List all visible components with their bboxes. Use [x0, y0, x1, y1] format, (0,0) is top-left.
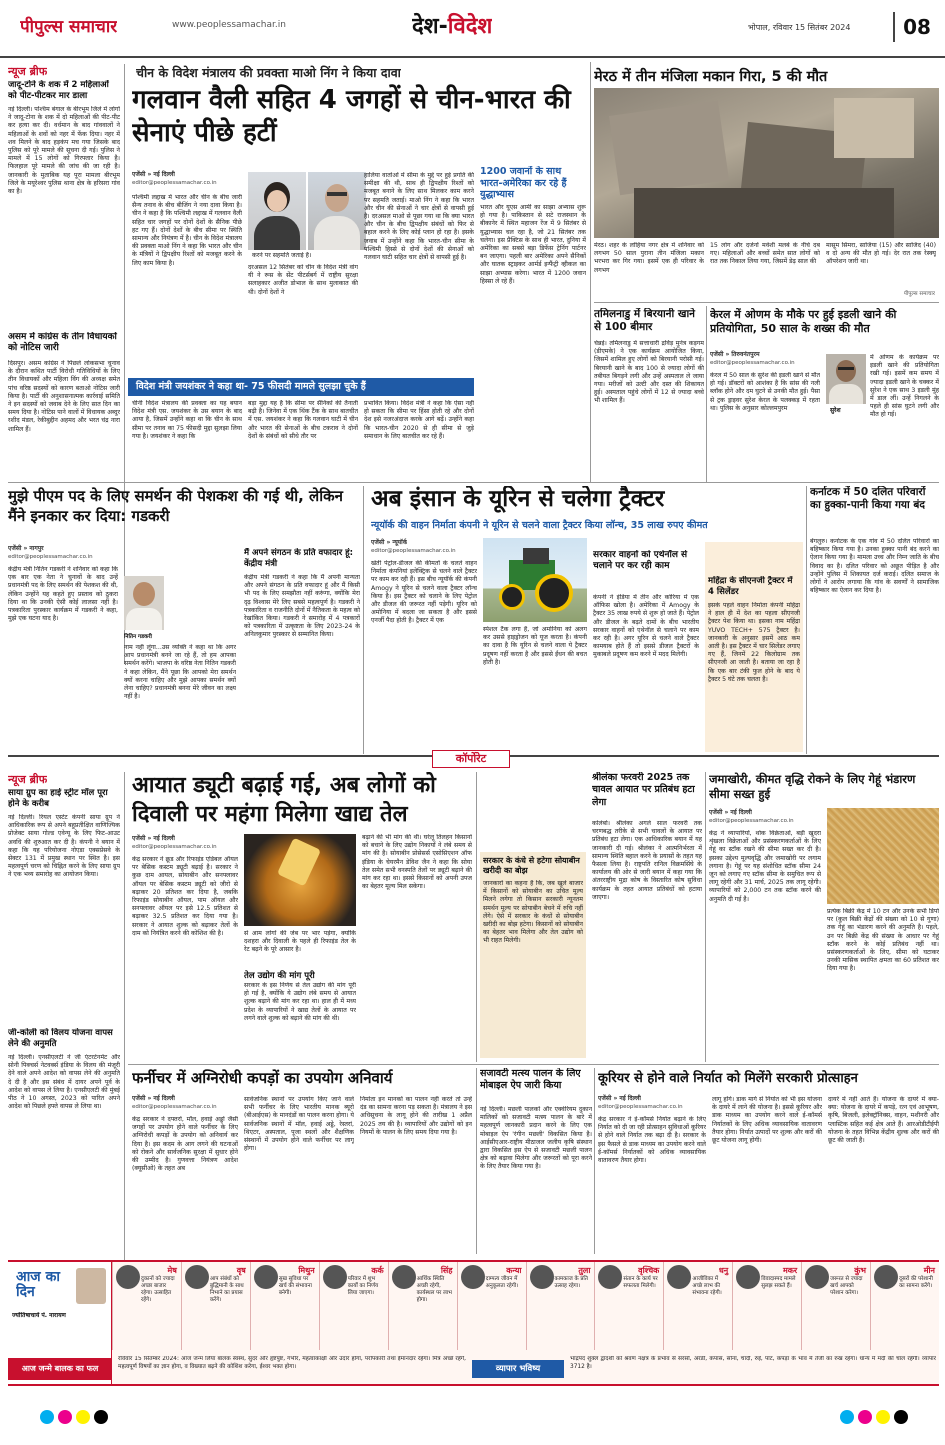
zodiac-sign-3 [250, 1262, 319, 1350]
article-kicker: चीन के विदेश मंत्रालय की प्रवक्ता माओ निंग ने किया दावा [136, 65, 401, 80]
article-email[interactable]: editor@peoplessamachar.co.in [132, 1104, 217, 1110]
photo-caption: मेरठ। शहर के लोहिया नगर क्षेत्र में शनिवार को लगभग 50 साल पुराना तीन मंजिला मकान भरभरा कर गिर गया। इसमें एक ही परिवार के लगभग [594, 242, 704, 274]
zodiac-prediction: सुख सुविधा पर खर्च की संभावना बनेगी। [278, 1276, 312, 1297]
article-headline: फर्नीचर में अग्निरोधी कपड़ों का उपयोग अनिवार्य [132, 1069, 393, 1087]
article-column: हालिया वार्ताओं में सीमा के मुद्दे पर हुई प्रगति की समीक्षा की थी, साथ ही द्विपक्षीय रिश्तों को मजबूत बनाने के लिए साथ मिलकर काम करने पर सहमति जताई। माओ निंग ने कहा कि भारत और चीन की सेनाओं ने चार क्षेत्रों से वापसी हुई है। दरअसल माओ से पूछा गया था कि क्या भारत और चीन के बीच द्विपक्षीय संबंधों को फिर से बहाल करने के लिए कोई प्लान हो रहा है। इसके जवाब में उन्होंने कहा कि भारत-चीन सीमा के पश्चिमी हिस्से से दोनों देशों की सेनाओं को गलवान घाटी सहित चार क्षेत्रों से वापसी हुई है। [364, 172, 474, 261]
zodiac-sign-6 [457, 1262, 526, 1350]
article-body: बेंगलुरु। कर्नाटक के एक गांव में 50 दलित परिवारों का बहिष्कार किया गया है। उनका हुक्का पानी बंद करने का ऐलान किया गया है। मामला उच्च और निम्न जाति के बीच विवाद का है। दलित परिवार को अछूत पीड़ित है और उन्होंने पुलिस में शिकायत दर्ज कराई। दलित समाज के लोगों ने आरोप लगाया कि गांव के सवर्णों ने सामाजिक बहिष्कार का ऐलान कर दिया है। [810, 538, 939, 595]
zodiac-sign-4 [319, 1262, 388, 1350]
zodiac-symbol-icon [736, 1265, 760, 1289]
tractor-photo [483, 538, 587, 622]
zodiac-name: मीन [923, 1266, 935, 1275]
zodiac-name: तुला [578, 1266, 591, 1275]
zodiac-name: वृष [236, 1266, 246, 1275]
zodiac-prediction: जरूरत से ज्यादा खर्च आपको परेशान करेगा। [830, 1276, 863, 1297]
article-headline: श्रीलंका फरवरी 2025 तक चावल आयात पर प्रतिबंध हटा लेगा [592, 772, 695, 808]
photo-caption: सुरेश [830, 407, 841, 414]
zodiac-prediction: दूसरों की परेशानी का सामना करेंगे। [899, 1276, 933, 1290]
zodiac-name: कर्क [371, 1266, 384, 1275]
zodiac-symbol-icon [116, 1265, 140, 1289]
brief-headline: साया ग्रुप का हाई स्ट्रीट मॉल पूरा होने के करीब [8, 788, 108, 809]
brief-body: नई दिल्ली। रियल एस्टेट कंपनी साया ग्रुप ने आधिकारिक रूप से अपने बहुप्रतीक्षित वाणिज्यिक प्रोजेक्ट साया गोल्ड एवेन्यू के लिए फिट-आउट अवधि की शुरुआत कर दी है। कंपनी ने बयान में कहा कि यह परियोजना नोएडा एक्सप्रेसवे के सेक्टर 131 में प्रमुख स्थान पर स्थित है। इस महत्वपूर्ण चरण को चिह्नित करने के लिए साया ग्रुप ने एक भव्य समारोह का आयोजन किया। [8, 814, 120, 879]
mahindra-box [705, 542, 803, 752]
market-prediction: भाद्रपद शुक्ल द्वादशी को श्रवण नक्षत्र के प्रभाव से सरसों, अरंडी, कपास, सोना, चांदी, रुई, पाट, कपड़ा के भाव में तेजी का रुख रहेगा। धान्य में मंदी की चाल रहेगी। व्यापार 3712 है। [570, 1356, 936, 1370]
photo-caption: नितिन गडकरी [124, 634, 152, 640]
article-headline: गलवान वैली सहित 4 जगहों से चीन-भारत की सेनाएं पीछे हटीं [132, 85, 571, 149]
zodiac-symbol-icon [805, 1265, 829, 1289]
biryani-article [594, 306, 704, 482]
website-url[interactable]: www.peoplessamachar.in [172, 20, 286, 30]
today-panel [8, 1262, 112, 1384]
article-column: से आम लोगों की जेब पर भार पड़ेगा, क्योंकि दशहरा और दिवाली के पहले ही रिफाइंड तेल के रेट बढ़ने के पूरे आसार है। [244, 930, 356, 954]
article-column: निर्माता इन मानकों का पालन नहीं करते तो उन्हें दंड का सामना करना पड़ सकता है। मंत्रालय ने इस अधिसूचना के लागू होने की तारीख 1 अप्रैल 2025 तय की है। व्यापारियों और उद्योगों को इन नियमों के पालन के लिए समय दिया गया है। [360, 1096, 472, 1136]
print-color-bar [0, 1392, 945, 1445]
zodiac-symbol-icon [185, 1265, 209, 1289]
today-label: आज का दिन [16, 1270, 60, 1301]
courier-article [598, 1068, 939, 1254]
masthead [0, 0, 945, 58]
pullquote: 1200 जवानों के साथ भारत-अमेरिका कर रहे हैं युद्धाभ्यास [480, 166, 567, 201]
brief-body: दिसपुर। असम कांग्रेस ने पिछले लोकसभा चुनाव के दौरान कथित पार्टी विरोधी गतिविधियों के लिए तीन विधायकों और महिला विंग की अध्यक्ष समेत पांच वरिष्ठ सदस्यों को कारण बताओ नोटिस जारी किया है। पार्टी की अनुशासनात्मक कार्रवाई समिति ने इन सदस्यों को जवाब देने के लिए सात दिन का समय दिया है। नोटिस पाने वालों में विधायक अब्दुर रशीद मंडल, रेकीबुद्दीन अहमद और भरत चंद्र नारा शामिल हैं। [8, 360, 120, 433]
article-column: चीनी विदेश मंत्रालय की प्रवक्ता का यह बयान विदेश मंत्री एस. जयशंकर के उस बयान के बाद आया है, जिसमें उन्होंने कहा था कि चीन के साथ सीमा पर तनाव का 75 फीसदी मुद्दा सुलझा लिया गया है। जयशंकर ने कहा कि [132, 400, 242, 440]
article-headline: कर्नाटक में 50 दलित परिवारों का हुक्का-पानी किया गया बंद [810, 486, 926, 512]
article-body: नई दिल्ली। मछली पालकों और एक्वेरियम दुकान मालिकों को सजावटी मत्स्य पालन के बारे में महत्वपूर्ण जानकारी प्रदान करने के लिए एक मोबाइल ऐप 'रंगीन मछली' विकसित किया है। आईसीएआर-राष्ट्रीय मीठाजल जलीय कृषि संस्थान द्वारा विकसित इस ऐप से सजावटी मछली पालन क्षेत्र को बढ़ावा मिलेगा और जरूरतों को पूरा करने के लिए तैयार किया गया है। [480, 1106, 592, 1171]
tractor-article [367, 486, 803, 754]
box-headline: सरकार के कंधे से हटेगा सोयाबीन खरीदी का बोझ [483, 856, 580, 875]
zodiac-symbol-icon [667, 1265, 691, 1289]
zodiac-prediction: कामकाज के प्रति उत्साह रहेगा। [554, 1276, 588, 1290]
zodiac-sign-10 [732, 1262, 801, 1350]
article-byline: एजेंसी » नई दिल्ली [132, 171, 175, 178]
brief-headline: जी-कोली को विलय योजना वापस लेने की अनुमति [8, 1028, 113, 1049]
article-column: केंद्र ने व्यापारियों, थोक विक्रेताओं, बड़ी खुदरा शृंखला विक्रेताओं और प्रसंस्करणकर्ताओं के लिए गेहूं का स्टॉक रखने की सीमा सख्त कर दी है। इसका उद्देश्य मूल्यवृद्धि और जमाखोरी पर लगाम लगाना है। गेहूं पर यह संशोधित स्टॉक सीमा 24 जून को लगाए गए स्टॉक सीमा के समुचित रूप से लागू रहेगी और 31 मार्च, 2025 तक लागू रहेगी। व्यापारियों को 2,000 टन तक स्टॉक करने की अनुमति दी गई है। [709, 830, 821, 903]
astrologer-name: ज्योतिषाचार्य पं. नारायण [12, 1312, 66, 1319]
article-email[interactable]: editor@peoplessamachar.co.in [710, 360, 795, 366]
zodiac-name: मकर [782, 1266, 798, 1275]
meerut-article [594, 62, 939, 300]
article-byline: एजेंसी » नई दिल्ली [598, 1095, 641, 1102]
soybean-box [480, 852, 586, 1058]
sub-headline: मैं अपने संगठन के प्रति वफादार हूं: केंद्रीय मंत्री [244, 548, 354, 569]
zodiac-sign-11 [801, 1262, 870, 1350]
zodiac-prediction: दाम्पत्य जीवन में अनुकूलता रहेगी। [485, 1276, 519, 1290]
gadkari-article [8, 486, 360, 754]
brief-headline: असम में कांग्रेस के तीन विधायकों को नोटिस जारी [8, 332, 117, 354]
karnataka-article [810, 486, 939, 754]
astrologer-photo [76, 1268, 106, 1304]
zodiac-symbol-icon [874, 1265, 898, 1289]
box-body: जानकारों का कहना है कि, जब खुले बाजार में किसानों को सोयाबीन का उचित मूल्य मिलने लगेगा तो किसान सरकारी न्यूनतम समर्थन मूल्य पर सोयाबीन बेचने में रुचि नहीं लेंगे। ऐसे में सरकार के कंधों से सोयाबीन खरीदी का बोझ हटेगा। किसानों को सोयाबीन का बेहतर भाव मिलेगा और तेल उद्योग को भी राहत मिलेगी। [483, 880, 583, 945]
zodiac-sign-12 [870, 1262, 939, 1350]
news-brief-tag: न्यूज ब्रीफ [8, 65, 48, 78]
article-body: में ओणम के कार्यक्रम पर इडली खाने की प्रतियोगिता रखी गई। इसमें कम समय में ज्यादा इडली खाने के चक्कर में सुरेश ने एक साथ 3 इडली मुंह में डाल लीं। उन्हें निगलने के पहले ही सांस घुटने लगी और मौत हो गई। [870, 354, 939, 419]
section-title-b: विदेश [447, 14, 493, 39]
article-byline: एजेंसी » नई दिल्ली [132, 1095, 175, 1102]
zodiac-sign-5 [388, 1262, 457, 1350]
article-headline: सजावटी मत्स्य पालन के लिए मोबाइल ऐप जारी किया [480, 1068, 581, 1092]
photo-caption: 15 लोग और दर्जनों मवेशी मलबे के नीचे दब गए। महिलाओं और बच्चों समेत सात लोगों को रात तक निकाल लिया गया, जिसमें डेढ़ साल की [710, 242, 820, 266]
kerala-article [710, 306, 939, 482]
article-column: कंपनी ने इंडिया में तीन और कोरिया में एक ऑफिस खोला है। अमेरिका में Amogy के ट्रैक्टर 35 लाख रुपये से शुरू हो जाते हैं। पेट्रोल और डीजल के बढ़ते दामों के बीच भारतीय सरकार वाहनों को एथेनॉल से चलाने पर काम कर रही है। अगर यूरिन से चलने वाले ट्रैक्टर कामयाब होते हैं तो इससे डीजल ट्रैक्टरों के मुकाबले प्रदूषण कम करने में मदद मिलेगी। [593, 594, 699, 659]
article-headline: मुझे पीएम पद के लिए समर्थन की पेशकश की गई थी, लेकिन मैंने इनकार कर दिया: गडकरी [8, 487, 343, 526]
galwan-article [128, 62, 588, 476]
spokesperson-photo [248, 172, 306, 250]
article-email[interactable]: editor@peoplessamachar.co.in [132, 180, 217, 186]
article-body: चेन्नई। तमिलनाडु में सत्ताधारी द्रविड़ मुनेत्र कड़गम (डीएमके) ने एक कार्यक्रम आयोजित किया, जिसमें शामिल हुए लोगों को बिरयानी परोसी गई। बिरयानी खाने के बाद 100 से ज्यादा लोगों की तबीयत बिगड़ने लगी और उन्हें अस्पताल ले जाया गया। मरीजों को उल्टी और दस्त की शिकायत हुई। अस्पताल पहुंचे लोगों में 12 से ज्यादा बच्चे भी शामिल हैं। [594, 340, 704, 405]
subhead-bar: विदेश मंत्री जयशंकर ने कहा था- 75 फीसदी मामले सुलझा चुके हैं [128, 378, 474, 396]
zodiac-prediction: आजीविका में अच्छे लाभ की संभावना रहेगी। [692, 1276, 722, 1297]
brief-body: नई दिल्ली। एनसीएलटी ने जी एंटरटेनमेंट और सोनी पिक्चर्स नेटवर्क्स इंडिया के विलय की मंजूरी देने वाले अपने आदेश को वापस लेने की अनुमति दे दी है और इस संबंध में दायर अपने पूर्व के आदेश को वापस ले लिया है। एनसीएलटी की मुंबई पीठ ने 10 अगस्त, 2023 को पारित अपने आदेश को पिछले हफ्ते वापस ले लिया था। [8, 1054, 120, 1111]
gadkari-photo [124, 576, 164, 630]
zodiac-name: सिंह [440, 1266, 453, 1275]
article-column: बड़ा मुद्दा यह है कि सीमा पर सैनिकों की तैनाती बढ़ी है। जिनेवा में एक थिंक टैंक के साथ बातचीत में एस. जयशंकर ने कहा कि गलवान घाटी में चीन और भारत की सेनाओं के बीच टकराव ने दोनों देशों के संबंधों को सीधे तौर पर [248, 400, 358, 440]
publication-logo[interactable]: पीपुल्स समाचार [20, 17, 118, 37]
article-headline: जमाखोरी, कीमत वृद्धि रोकने के लिए गेहूं भंडारण सीमा सख्त हुई [709, 772, 916, 801]
article-headline: अब इंसान के यूरिन से चलेगा ट्रैक्टर [371, 486, 665, 512]
brief-body: नई दिल्ली। पश्चिम बंगाल के बीरभूम जिले में लोगों ने जादू-टोना के शक में दो महिलाओं की पीट-पीट कर हत्या कर दी। वर्धमान के बाद गांववालों ने महिलाओं के शवों को नहर में फेंक दिया। नहर में शव मिलने के बाद हड़कंप मच गया जिसके बाद पुलिस को पूरे मामले की सूचना दी गई। पुलिस ने मामले में 15 लोगों को गिरफ्तार किया है। फिलहाल पूरे मामले की जांच की जा रही है। जानकारी के मुताबिक यह पूरा मामला बीरभूम जिले के मयूरेश्वर पुलिस थाना क्षेत्र के हरिसरा गांव का है। [8, 106, 120, 195]
zodiac-sign-9 [663, 1262, 732, 1350]
article-headline: केरल में ओणम के मौके पर हुई इडली खाने की प्रतियोगिता, 50 साल के शख्स की मौत [710, 308, 897, 335]
zodiac-sign-2 [181, 1262, 250, 1350]
suresh-photo [826, 354, 866, 404]
zodiac-symbol-icon [323, 1265, 347, 1289]
minister-photo [308, 172, 366, 250]
article-byline: एजेंसी » तिरुवनंतपुरम [710, 351, 760, 358]
article-byline: एजेंसी » न्यूयॉर्क [371, 539, 408, 546]
zodiac-symbol-icon [392, 1265, 416, 1289]
article-column: पश्चिमी लद्दाख में भारत और चीन के बीच जारी सैन्य तनाव के बीच बीजिंग ने नया दावा किया है। चीन ने कहा है कि पश्चिमी लद्दाख में गलवान वैली सहित चार जगहों पर दोनों देशों के सैनिक पीछे हट गए हैं। दोनों देशों के बीच सीमा पर स्थिति सामान्य और नियंत्रण में है। चीन के विदेश मंत्रालय की प्रवक्ता माओ निंग ने कहा कि भारत और चीन के मंत्रियों ने द्विपक्षीय रिश्तों को मजबूत करने के लिए काम किया है। [132, 194, 242, 267]
zodiac-name: मिथुन [298, 1266, 315, 1275]
article-column: सरकार के इस निर्णय से तेल उद्योग की मांग पूरी हो गई है, क्योंकि ये उद्योग लंबे समय से आयात शुल्क बढ़ाने की मांग कर रहा था। हाल ही में मध्य प्रदेश के व्यापारियों ने खाद्य तेलों के आयात पर लगने वाले शुल्क को बढ़ाने की मांग की थी। [244, 982, 356, 1022]
zodiac-symbol-icon [461, 1265, 485, 1289]
article-column: बढ़ाने की भी मांग की थी। घरेलू तिलहन किसानों को बचाने के लिए उद्योग निकायों ने लंबे समय से मांग की है। सोयाबीन प्रोसेसर्स एसोसिएशन ऑफ इंडिया के चेयरमैन डेविश जैन ने कहा कि सोया तेल समेत सभी वनस्पति तेलों पर ड्यूटी बढ़ाने की मांग कर रहा था। इससे किसानों को अपनी उपज का बेहतर मूल्य मिल सकेगा। [362, 834, 472, 891]
section-title: देश-विदेश [412, 14, 493, 39]
horoscope-strip [8, 1260, 939, 1386]
furniture-article [128, 1068, 474, 1254]
article-headline: आयात ड्यूटी बढ़ाई गई, अब लोगों को दिवाली पर महंगा मिलेगा खाद्य तेल [132, 773, 436, 827]
collapsed-house-photo [594, 88, 939, 238]
zodiac-symbol-icon [254, 1265, 278, 1289]
zodiac-prediction: आप संबंधों को बुद्धिमानी के साथ निभाने का प्रयास करेंगे। [209, 1276, 244, 1304]
article-byline: एजेंसी » नई दिल्ली [132, 835, 175, 842]
zodiac-prediction: परिवार में शुभ कार्यों का निर्णय लिया जाएगा। [347, 1276, 379, 1297]
article-column: सार्वजनिक स्थानों पर उपयोग किए जाने वाले सभी फर्नीचर के लिए भारतीय मानक ब्यूरो (बीआईएस) के मानदंडों का पालन करना होगा। ये सार्वजनिक स्थानों में मॉल, हवाई अड्डे, रेस्तरां, थिएटर, अस्पताल, पूजा स्थलों और शैक्षणिक संस्थानों में उपयोग होने वाले फर्नीचर पर लागू होगा। [244, 1096, 354, 1153]
fish-app-article [480, 1068, 592, 1254]
page-number: 08 [893, 12, 939, 42]
article-byline: एजेंसी » नई दिल्ली [709, 809, 752, 816]
article-column: भारत और यूएस आर्मी का साझा अभ्यास शुरू हो गया है। पाकिस्तान से सटे राजस्थान के बीकानेर में स्थित महाजन रेंज में 9 सितंबर से युद्धाभ्यास चल रहा है, जो 21 सितंबर तक चलेगा। इस प्रैक्टिस के साथ ही भारत, दुनिया में अमेरिका का सबसे बड़ा डिफेंस ट्रेनिंग पार्टनर बन जाएगा। पहली बार अमेरिका अपने सैनिकों और घातक स्ट्राइकर आर्मर्ड इन्फैंट्री व्हीकल का साझा अभ्यास करेगा। भारत में 1200 जवान हिस्सा ले रहे हैं। [480, 204, 586, 285]
brief-headline: जादू-टोने के शक में 2 महिलाओं को पीट-पीटकर मार डाला [8, 80, 109, 101]
zodiac-prediction: विवादास्पद मामले सुलझ सकते हैं। [761, 1276, 796, 1290]
article-body: केरल में 50 साल के सुरेश की इडली खाने से मौत हो गई। डॉक्टरों को आशंका है कि सांस की नली ब्लॉक होने और दम घुटने से उनकी मौत हुई। पैसा से ट्रक ड्राइवर सुरेश केरल के पलक्कड़ में रहता था। पुलिस के अनुसार कोल्लमपुरम [710, 372, 820, 412]
article-column: केंद्र सरकार ने क्रूड और रिफाइंड एडिबल ऑयल पर बेसिक कस्टम ड्यूटी बढ़ाई है। सरकार ने कुछ दाम आयल, सोयाबीन और सनफ्लावर ऑयल पर बेसिक कस्टम ड्यूटी को जीरो से बढ़ाकर 20 प्रतिशत कर दिया है, जबकि रिफाइंड सोयाबीन ऑयल, पाम ऑयल और सनफ्लावर ऑयल पर इसे 12.5 प्रतिशत से बढ़ाकर 32.5 प्रतिशत कर दिया गया है। सरकार ने आयात शुल्क को बढ़ाकर तेलों के दाम को नियंत्रित करने की कोशिश की है। [132, 856, 238, 937]
zodiac-sign-1 [112, 1262, 181, 1350]
article-email[interactable]: editor@peoplessamachar.co.in [598, 1104, 683, 1110]
zodiac-name: कुंभ [854, 1266, 867, 1275]
article-column: प्रभावित किया। विदेश मंत्री ने कहा कि ऐसा नहीं हो सकता कि सीमा पर हिंसा होती रहे और दोनों देश इसे नजरअंदाज करके आगे बढ़ें। उन्होंने कहा कि भारत-चीन 2020 से ही सीमा से जुड़े समाधान के लिए बातचीत कर रहे हैं। [364, 400, 474, 440]
edible-oil-article [128, 772, 474, 1062]
zodiac-sign-8 [594, 1262, 663, 1350]
article-column: नाम नहीं लूंगा...उस व्यक्ति ने कहा था कि अगर आप प्रधानमंत्री बनने जा रहे हैं, तो हम आपका समर्थन करेंगे। भाजपा के वरिष्ठ नेता नितिन गडकरी ने कहा लेकिन, मैंने पूछा कि आपको मेरा समर्थन क्यों करना चाहिए और मुझे आपका समर्थन क्यों लेना चाहिए? प्रधानमंत्री बनना मेरे जीवन का लक्ष्य नहीं है। [124, 644, 236, 701]
article-email[interactable]: editor@peoplessamachar.co.in [132, 844, 217, 850]
article-column: केंद्र सरकार ने दफ्तरों, मॉल, हवाई अड्डों जैसी जगहों पर उपयोग होने वाले फर्नीचर के लिए अग्निरोधी कपड़ों के उपयोग को अनिवार्य कर दिया है। इस कदम के आग लगने की घटनाओं को रोकने और सार्वजनिक सुरक्षा में सुधार होने की उम्मीद है। गुणवत्ता नियंत्रण आदेश (क्यूसीओ) के तहत अब [132, 1116, 238, 1173]
photo-credit: पीपुल्स समाचार [903, 291, 935, 297]
article-column: लागू होंगे। डाक मार्ग से निर्यात को भी इस योजना के दायरे में लाने की योजना है। इससे कूरियर और डाक माध्यम का उपयोग करने वाले ई-कॉमर्स निर्यातकों के लिए अधिक व्यावसायिक वातावरण तैयार होगा। निर्यात उत्पादों पर शुल्क और करों की छूट योजना लागू होगी। [712, 1096, 822, 1144]
zodiac-prediction: आर्थिक स्थिति अच्छी रहेगी, कार्यस्थल पर लाभ होगा। [416, 1276, 452, 1304]
article-column: प्रत्येक बिक्री केंद्र में 10 टन और उनके सभी डिपो पर (कुल बिक्री केंद्रों की संख्या को 10 से गुणा) तक गेहूं का भंडारण करने की अनुमति है। पहले, उन पर बिक्री केंद्र की संख्या के आधार पर गेहूं स्टॉक करने के कोई प्रतिबंध नहीं था। प्रसंस्करणकर्ताओं के लिए, सीमा को घटाकर उनकी मासिक स्थापित क्षमता का 60 प्रतिशत कर दिया गया है। [827, 908, 939, 973]
birth-label: आज जन्मे बालक का फल [8, 1358, 112, 1380]
article-column: खेती पेट्रोल-डीजल की कीमतों के चलते वाहन निर्माता कंपनियां इलेक्ट्रिक से चलने वाले ट्रैक्टर पर काम कर रही हैं। इस बीच न्यूयॉर्क की कंपनी Amogy ने यूरिन से चलने वाला ट्रैक्टर लॉन्च किया है। इस ट्रैक्टर को चलाने के लिए पेट्रोल और डीजल की जरूरत नहीं पड़ेगी। यूरिन को अमोनिया में बदला जा सकता है और इससे एनर्जी पैदा होती है। ट्रैक्टर में एक [371, 560, 477, 625]
photo-caption: करने पर सहमति जताई है। [252, 252, 312, 259]
zodiac-name: धनु [718, 1266, 729, 1275]
news-brief-tag: न्यूज ब्रीफ [8, 773, 48, 786]
article-email[interactable]: editor@peoplessamachar.co.in [371, 548, 456, 554]
box-body: इसके पहले वाहन निर्माता कंपनी महिंद्रा ने हाल ही में देश का पहला सीएनजी ट्रैक्टर पेश किया था। इसका नाम महिंद्रा YUVO TECH+ 575 ट्रैक्टर है। जानकारी के अनुसार इसमें आठ कम आती है। इस ट्रैक्टर में चार सिलेंडर लगाए गए हैं, जिनमें 22 किलोग्राम तक सीएनजी आ जाती है। बताया जा रहा है कि एक बार टंकी फुल होने के बाद ये ट्रैक्टर 5 घंटे तक चलता है। [708, 602, 800, 683]
article-email[interactable]: editor@peoplessamachar.co.in [8, 554, 93, 560]
wheat-article [709, 772, 939, 1062]
srilanka-article [592, 772, 702, 1062]
article-byline: एजेंसी » नागपुर [8, 545, 44, 552]
market-label: व्यापार भविष्य [472, 1360, 564, 1378]
article-column: केंद्रीय मंत्री गडकरी ने कहा कि मैं अपनी मान्यता और अपने संगठन के प्रति वफादार हूं और मैं किसी भी पद के लिए समझौता नहीं करूंगा, क्योंकि मेरा दृढ़ विश्वास मेरे लिए सबसे महत्वपूर्ण है। गडकरी ने पत्रकारिता व राजनीति दोनों में नैतिकता के महत्व को रेखांकित किया। गडकरी ने समारोह में 4 पत्रकारों को पत्रकारिता में उत्कृष्टता के लिए 2023-24 के अनिलकुमार पुरस्कार से सम्मानित किया। [244, 574, 360, 639]
article-headline: कूरियर से होने वाले निर्यात को मिलेंगे सरकारी प्रोत्साहन [598, 1071, 858, 1086]
box-headline: महिंद्रा के सीएनजी ट्रैक्टर में 4 सिलेंडर [708, 576, 793, 597]
article-column: दरअसल 12 सितंबर को चीन के विदेश मंत्री वांग यी ने रूस के सेंट पीटर्सबर्ग में राष्ट्रीय सुरक्षा सलाहकार अजीत डोभाल के साथ मुलाकात की थी। दोनों देशों ने [248, 264, 358, 296]
zodiac-grid [112, 1262, 939, 1350]
side-headline: सरकार वाहनों को एथेनॉल से चलाने पर कर रही काम [593, 550, 688, 572]
zodiac-name: कन्या [506, 1266, 522, 1275]
zodiac-name: वृश्चिक [638, 1266, 660, 1275]
zodiac-symbol-icon [530, 1265, 554, 1289]
article-column: स्पेशल टैंक लगा है, जो अमोनिया को अलग कर उससे हाइड्रोजन को यूज करता है। कंपनी का दावा है कि यूरिन से चलने वाला ये ट्रैक्टर प्रदूषण नहीं करता है और इससे ईंधन की बचत होती है। [483, 626, 587, 666]
article-column: केंद्र सरकार ने ई-कॉमर्स निर्यात बढ़ाने के लिए निर्यात को दी जा रही प्रोत्साहन सुविधाओं कूरियर से होने वाले निर्यात तक बढ़ा दी है। सरकार के इस फैसले से डाक माध्यम का उपयोग करने वाले ई-कॉमर्स निर्यातकों को अधिक व्यावसायिक वातावरण तैयार होगा। [598, 1116, 706, 1164]
photo-caption: मासूम सिमरा, साजिया (15) और साजिद (40) व दो अन्य की मौत हो गई। देर रात तक रेस्क्यू ऑपरेशन जारी था। [826, 242, 936, 266]
sub-headline: तेल उद्योग की मांग पूरी [244, 971, 315, 981]
article-column: दायरे में नहीं आते हैं। योजना के दायरे में क्या-क्या: योजना के दायरे में कपड़े, रत्न एवं आभूषण, कृषि, बिजली, इलेक्ट्रॉनिक्स, वाहन, मशीनरी और प्लास्टिक सहित कई क्षेत्र आते हैं। आरओडीटीईपी योजना के तहत विभिन्न केंद्रीय शुल्क और करों की छूट की जाती है। [828, 1096, 939, 1144]
article-body: कोलंबो। श्रीलंका अगले साल फरवरी तक चरणबद्ध तरीके से सभी चावलों के आयात पर प्रतिबंध हटा लेगा। एक आधिकारिक बयान में यह जानकारी दी गई। श्रीलंका ने आत्मनिर्भरता में सामान्य स्थिति बहाल करने के प्रयासों के तहत यह फैसला लिया है। राष्ट्रपति रानिल विक्रमसिंघे के कार्यालय की ओर से जारी बयान में कहा गया कि अंतरराष्ट्रीय मुद्रा कोष के विस्तारित कोष सुविधा कार्यक्रम के तहत आयात प्रतिबंधों को हटाया जाएगा। [592, 820, 702, 901]
frying-oil-photo [244, 834, 356, 926]
article-headline: मेरठ में तीन मंजिला मकान गिरा, 5 की मौत [594, 69, 828, 85]
dateline: भोपाल, रविवार 15 सितंबर 2024 [748, 23, 851, 32]
article-subhead: न्यूयॉर्क की वाहन निर्माता कंपनी ने यूरिन से चलने वाला ट्रैक्टर किया लॉन्च, 35 लाख रुपए कीमत [371, 520, 708, 531]
wheat-photo [827, 808, 939, 904]
section-title-a: देश [412, 14, 439, 39]
zodiac-symbol-icon [598, 1265, 622, 1289]
article-column: केंद्रीय मंत्री नितिन गडकरी ने शनिवार को कहा कि एक बार एक नेता ने चुनावों के बाद उन्हें प्रधानमंत्री पद के लिए समर्थन की पेशकश की थी, लेकिन उन्होंने यह कहते हुए प्रस्ताव को ठुकरा दिया था कि उनकी ऐसी कोई लालसा नहीं है। पत्रकारिता पुरस्कार कार्यक्रम में गडकरी ने कहा, मुझे एक घटना याद है। [8, 566, 118, 623]
corporate-banner: कॉर्पोरेट [432, 750, 510, 768]
zodiac-name: मेष [167, 1266, 177, 1275]
zodiac-prediction: दुकानों को ज्यादा अच्छा बाजार रहेगा। उत्साहित रहेंगे। [141, 1276, 175, 1304]
zodiac-sign-7 [526, 1262, 595, 1350]
article-headline: तमिलनाडु में बिरयानी खाने से 100 बीमार [594, 308, 696, 333]
birth-prediction: रविवार 15 सितम्बर 2024: आज जन्म लिया बालक स्वस्थ, सुंदर और हृष्टपुष्ट, गंभीर, महत्वाकांक्षी और उदार होगा, परोपकारी तथा ईमानदार रहेगा। मित्र अच्छे रहेंगे, महत्वपूर्ण विषयों का ज्ञान होगा, व विख्यात बढ़ने की कोशिश करेगा, ईश्वर भक्त होगा। [118, 1356, 466, 1370]
article-email[interactable]: editor@peoplessamachar.co.in [709, 818, 794, 824]
zodiac-prediction: संतान के कार्य पर सफलता मिलेगी। [623, 1276, 658, 1290]
